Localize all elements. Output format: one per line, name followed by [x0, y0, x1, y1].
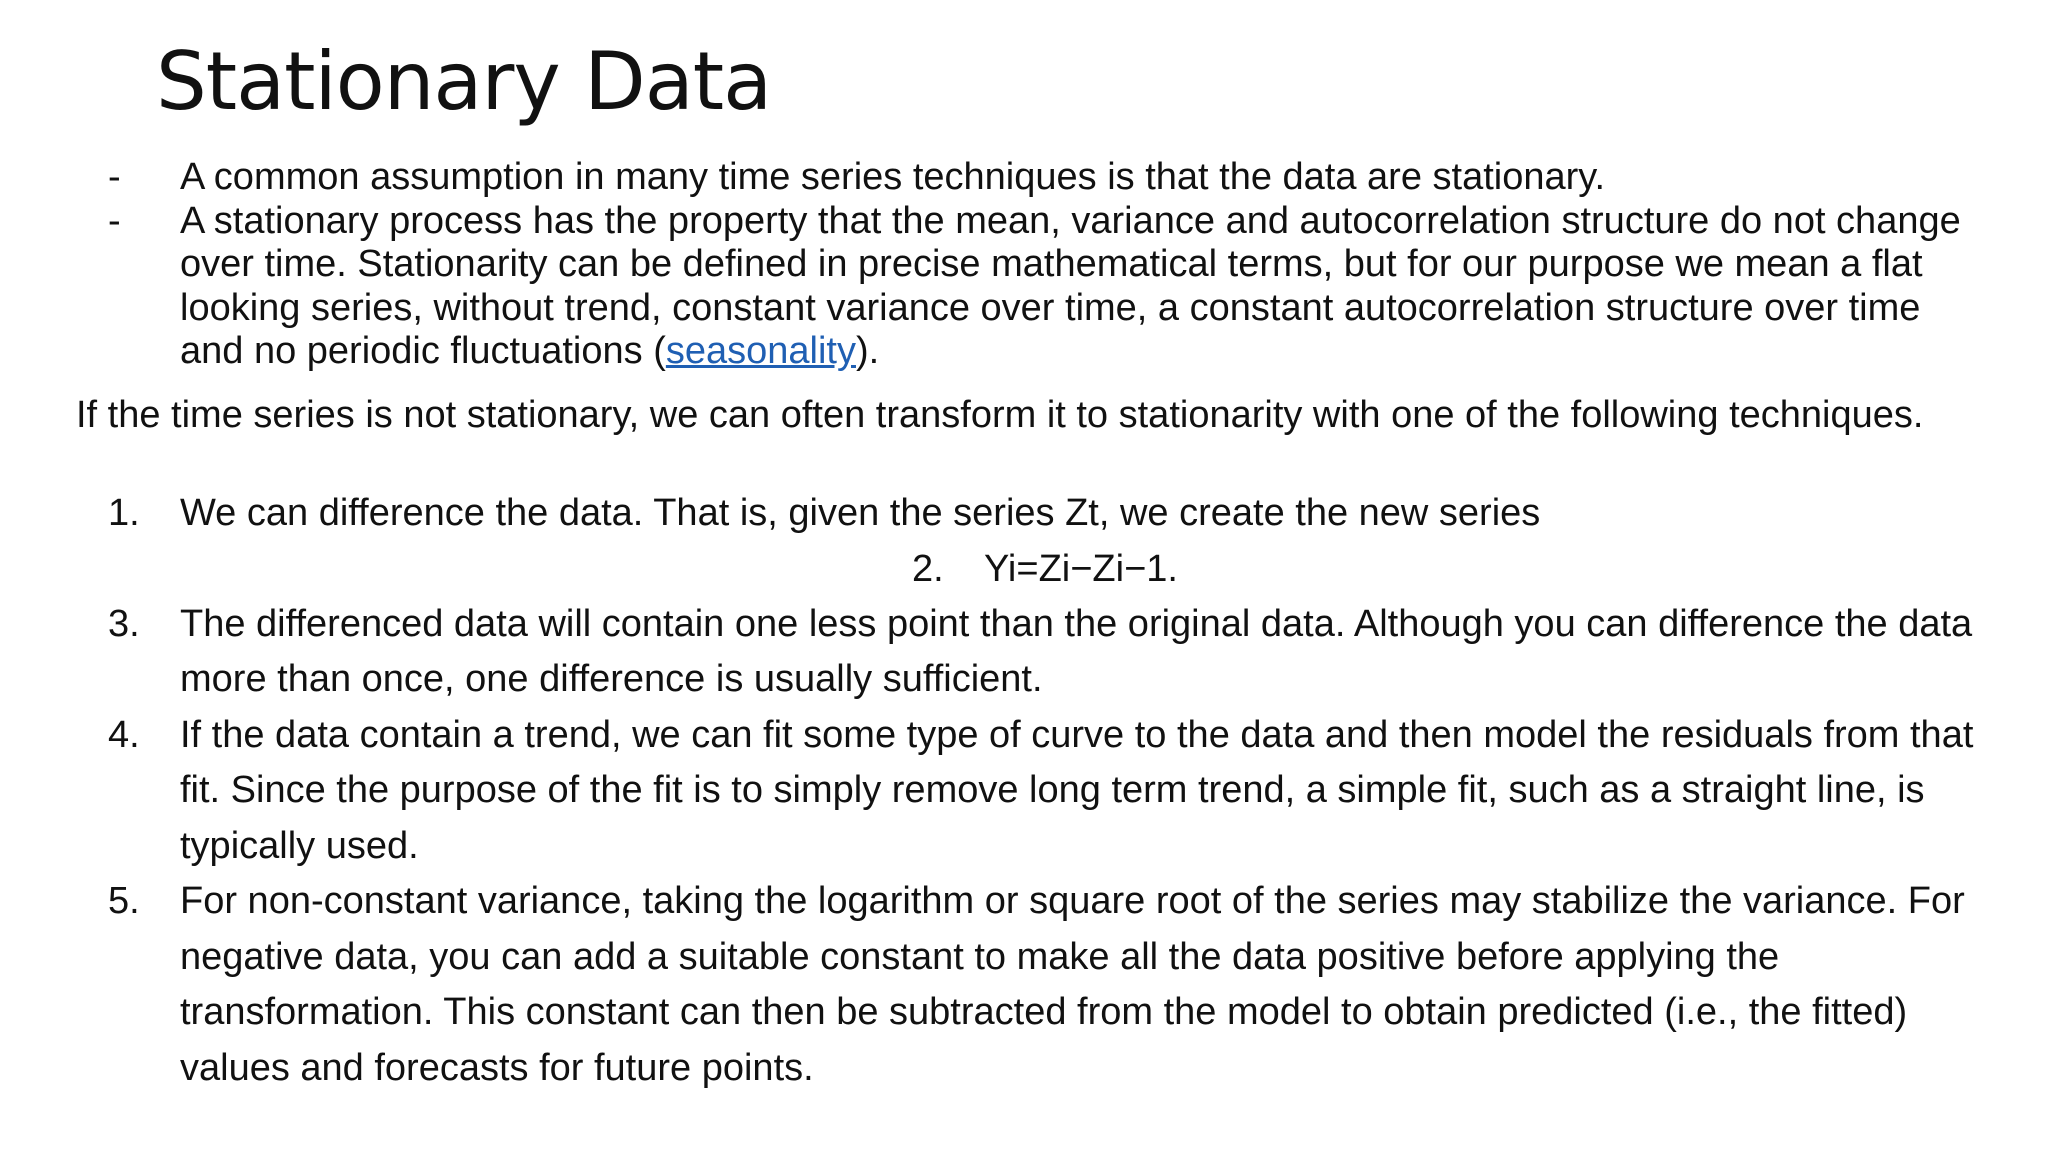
list-number: 1. [108, 492, 140, 534]
slide-title: Stationary Data [156, 35, 772, 128]
list-number: 5. [108, 880, 140, 922]
bullet-marker: - [108, 156, 121, 198]
list-number: 2. [912, 547, 944, 590]
list-item [0, 874, 2048, 1096]
list-text: The differenced data will contain one less point than the original data. Although you can difference the data more than once, one difference is usually sufficient. [180, 602, 1973, 700]
list-number: 4. [108, 713, 140, 756]
list-number: 3. [108, 602, 140, 645]
list-text: If the data contain a trend, we can fit some type of curve to the data and then model the residuals from that fit. Since the purpose of the fit is to simply remove long term trend, a simple fit, such as a straight line, is typically used. [180, 713, 1974, 867]
list-item [0, 486, 2048, 542]
bullet-text-before-link: A stationary process has the property that the mean, variance and autocorrelation structure do not change over time. Stationarity can be defined in precise mathematical terms, but for our purpose we mean a flat looking series, without trend, constant variance over time, a constant autocorrelation structure over time and no periodic fluctuations ( [180, 199, 1961, 372]
bullet-text: A common assumption in many time series techniques is that the data are stationary. [180, 156, 1605, 198]
formula-text: Yi=Zi−Zi−1. [984, 547, 1178, 590]
list-item [0, 597, 2048, 708]
list-item [0, 708, 2048, 875]
numbered-list [0, 486, 2048, 1096]
seasonality-link[interactable]: seasonality [665, 330, 856, 372]
list-text: For non-constant variance, taking the logarithm or square root of the series may stabilize the variance. For negative data, you can add a suitable constant to make all the data positive before applying the transformation. This constant can then be subtracted from the model to obtain predicted (i.e., the fitted) values and forecasts for future points. [180, 880, 1965, 1089]
bullet-list [0, 156, 2048, 374]
bullet-marker: - [108, 199, 121, 242]
bullet-item [0, 200, 2048, 374]
list-item-formula [0, 542, 2048, 597]
bullet-item [0, 156, 2048, 200]
list-text: We can difference the data. That is, given the series Zt, we create the new series [180, 492, 1541, 534]
bullet-text [180, 200, 1980, 374]
bullet-text-after-link: ). [855, 330, 880, 372]
intro-paragraph: If the time series is not stationary, we can often transform it to stationarity with one of the following techniques. [76, 394, 1924, 436]
